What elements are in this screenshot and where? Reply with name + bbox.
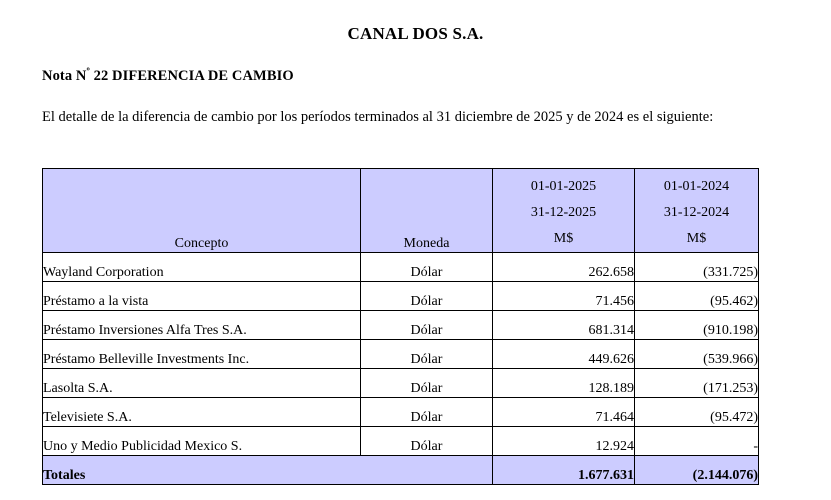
table-row bbox=[43, 427, 759, 456]
table-header bbox=[43, 169, 759, 253]
header-period-current-start: 01-01-2025 bbox=[530, 179, 597, 194]
row-concepto: Préstamo a la vista bbox=[43, 282, 361, 311]
header-period-current bbox=[493, 169, 635, 253]
row-concepto: Lasolta S.A. bbox=[43, 369, 361, 398]
header-concepto: Concepto bbox=[43, 169, 361, 253]
row-amount-previous: - bbox=[635, 427, 759, 456]
table-header-row bbox=[43, 169, 759, 253]
table-footer bbox=[43, 456, 759, 485]
header-period-previous-end: 31-12-2024 bbox=[663, 205, 730, 220]
row-amount-current: 128.189 bbox=[493, 369, 635, 398]
row-amount-previous: (331.725) bbox=[635, 253, 759, 282]
row-concepto: Préstamo Belleville Investments Inc. bbox=[43, 340, 361, 369]
row-concepto: Préstamo Inversiones Alfa Tres S.A. bbox=[43, 311, 361, 340]
row-moneda: Dólar bbox=[361, 282, 493, 311]
row-amount-current: 71.456 bbox=[493, 282, 635, 311]
table-row bbox=[43, 369, 759, 398]
company-title: CANAL DOS S.A. bbox=[347, 24, 484, 43]
header-moneda: Moneda bbox=[361, 169, 493, 253]
note-heading-prefix: Nota N bbox=[42, 68, 87, 84]
row-moneda: Dólar bbox=[361, 427, 493, 456]
header-period-current-unit: M$ bbox=[553, 231, 574, 246]
row-moneda: Dólar bbox=[361, 253, 493, 282]
totals-previous: (2.144.076) bbox=[635, 456, 759, 485]
table-body bbox=[43, 253, 759, 456]
row-amount-previous: (95.462) bbox=[635, 282, 759, 311]
row-amount-previous: (539.966) bbox=[635, 340, 759, 369]
row-moneda: Dólar bbox=[361, 311, 493, 340]
row-amount-previous: (171.253) bbox=[635, 369, 759, 398]
table-row bbox=[43, 282, 759, 311]
row-moneda: Dólar bbox=[361, 369, 493, 398]
header-period-previous-unit: M$ bbox=[686, 231, 707, 246]
note-heading-rest: 22 DIFERENCIA DE CAMBIO bbox=[89, 68, 294, 84]
exchange-difference-table bbox=[42, 168, 759, 485]
ordinal-indicator: º bbox=[86, 66, 90, 78]
row-amount-current: 262.658 bbox=[493, 253, 635, 282]
table-row bbox=[43, 398, 759, 427]
row-concepto: Wayland Corporation bbox=[43, 253, 361, 282]
totals-row bbox=[43, 456, 759, 485]
row-amount-current: 681.314 bbox=[493, 311, 635, 340]
row-amount-previous: (95.472) bbox=[635, 398, 759, 427]
table-row bbox=[43, 253, 759, 282]
row-moneda: Dólar bbox=[361, 398, 493, 427]
header-period-previous bbox=[635, 169, 759, 253]
table-row bbox=[43, 340, 759, 369]
intro-paragraph: El detalle de la diferencia de cambio por los períodos terminados al 31 diciembre de 2025 y de 2024 es el siguiente: bbox=[42, 109, 714, 125]
row-moneda: Dólar bbox=[361, 340, 493, 369]
row-amount-current: 12.924 bbox=[493, 427, 635, 456]
table-row bbox=[43, 311, 759, 340]
header-period-current-end: 31-12-2025 bbox=[530, 205, 597, 220]
row-amount-previous: (910.198) bbox=[635, 311, 759, 340]
totals-label: Totales bbox=[43, 456, 493, 485]
row-concepto: Uno y Medio Publicidad Mexico S. bbox=[43, 427, 361, 456]
row-amount-current: 449.626 bbox=[493, 340, 635, 369]
row-amount-current: 71.464 bbox=[493, 398, 635, 427]
note-heading bbox=[42, 68, 294, 85]
header-period-previous-start: 01-01-2024 bbox=[663, 179, 730, 194]
row-concepto: Televisiete S.A. bbox=[43, 398, 361, 427]
totals-current: 1.677.631 bbox=[493, 456, 635, 485]
